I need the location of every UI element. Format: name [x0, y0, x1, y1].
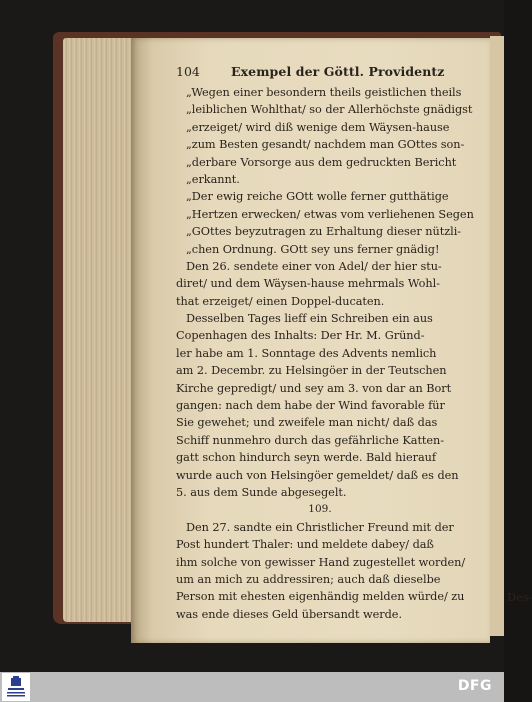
text-line: ihm solche von gewisser Hand zugestellet worden/: [176, 555, 466, 569]
text-line: ler habe am 1. Sonntage des Advents nemlich: [176, 346, 437, 360]
text-line: that erzeiget/ einen Doppel-ducaten.: [176, 294, 385, 308]
section-number: 109.: [308, 503, 332, 516]
facing-page-edge: [490, 36, 504, 636]
text-line: Den 27. sandte ein Christlicher Freund mit der: [186, 520, 454, 534]
text-line: Person mit ehesten eigenhändig melden würde/ zu: [176, 590, 465, 604]
text-line: „derbare Vorsorge aus dem gedruckten Bericht: [186, 155, 457, 169]
text-line: am 2. Decembr. zu Helsingöer in der Teutschen: [176, 364, 447, 378]
book-page: [131, 38, 532, 643]
text-line: „Hertzen erwecken/ etwas vom verliehenen Segen: [186, 207, 474, 221]
dfg-logo[interactable]: DFG: [457, 678, 492, 694]
text-line: „GOttes beyzutragen zu Erhaltung dieser nützli-: [186, 225, 462, 239]
text-line: Schiff nunmehro durch das gefährliche Katten-: [176, 433, 445, 447]
viewer-footer: [0, 672, 504, 702]
text-line: Copenhagen des Inhalts: Der Hr. M. Gründ-: [176, 329, 425, 343]
text-line: Den 26. sendete einer von Adel/ der hier stu-: [186, 259, 442, 273]
text-line: „leiblichen Wohlthat/ so der Allerhöchste gnädigst: [186, 103, 473, 117]
text-line: was ende dieses Geld übersandt werde.: [176, 607, 402, 621]
text-line: Desselben Tages lieff ein Schreiben ein aus: [186, 312, 433, 326]
text-line: gatt schon hindurch seyn werde. Bald hierauf: [176, 451, 436, 465]
text-line: diret/ und dem Wäysen-hause mehrmals Wohl-: [176, 277, 440, 291]
text-line: „Wegen einer besondern theils geistlichen theils: [186, 86, 462, 99]
page-header: [176, 64, 488, 84]
text-line: um an mich zu addressiren; auch daß dieselbe: [176, 572, 441, 586]
text-line: „zum Besten gesandt/ nachdem man GOttes son-: [186, 138, 465, 152]
text-line: Kirche gepredigt/ und sey am 3. von dar an Bort: [176, 381, 452, 395]
catchword: Des-: [507, 591, 532, 604]
text-line: wurde auch von Helsingöer gemeldet/ daß es den: [176, 468, 459, 482]
text-line: „Der ewig reiche GOtt wolle ferner gutthätige: [186, 190, 449, 204]
text-line: „erzeiget/ wird diß wenige dem Wäysen-hause: [186, 120, 450, 134]
page-text: [176, 64, 532, 623]
page-number: 104: [176, 64, 200, 79]
text-line: „chen Ordnung. GOtt sey uns ferner gnädig!: [186, 242, 440, 256]
text-line: Post hundert Thaler: und meldete dabey/ daß: [176, 538, 434, 552]
text-line: gangen: nach dem habe der Wind favorable für: [176, 399, 445, 413]
text-line: Sie gewehet; und zweifele man nicht/ daß das: [176, 416, 438, 430]
text-line: „erkannt.: [186, 172, 240, 186]
running-head: Exempel der Göttl. Providentz: [231, 64, 445, 79]
text-line: 5. aus dem Sunde abgesegelt.: [176, 485, 347, 499]
library-logo-icon[interactable]: [2, 673, 30, 701]
